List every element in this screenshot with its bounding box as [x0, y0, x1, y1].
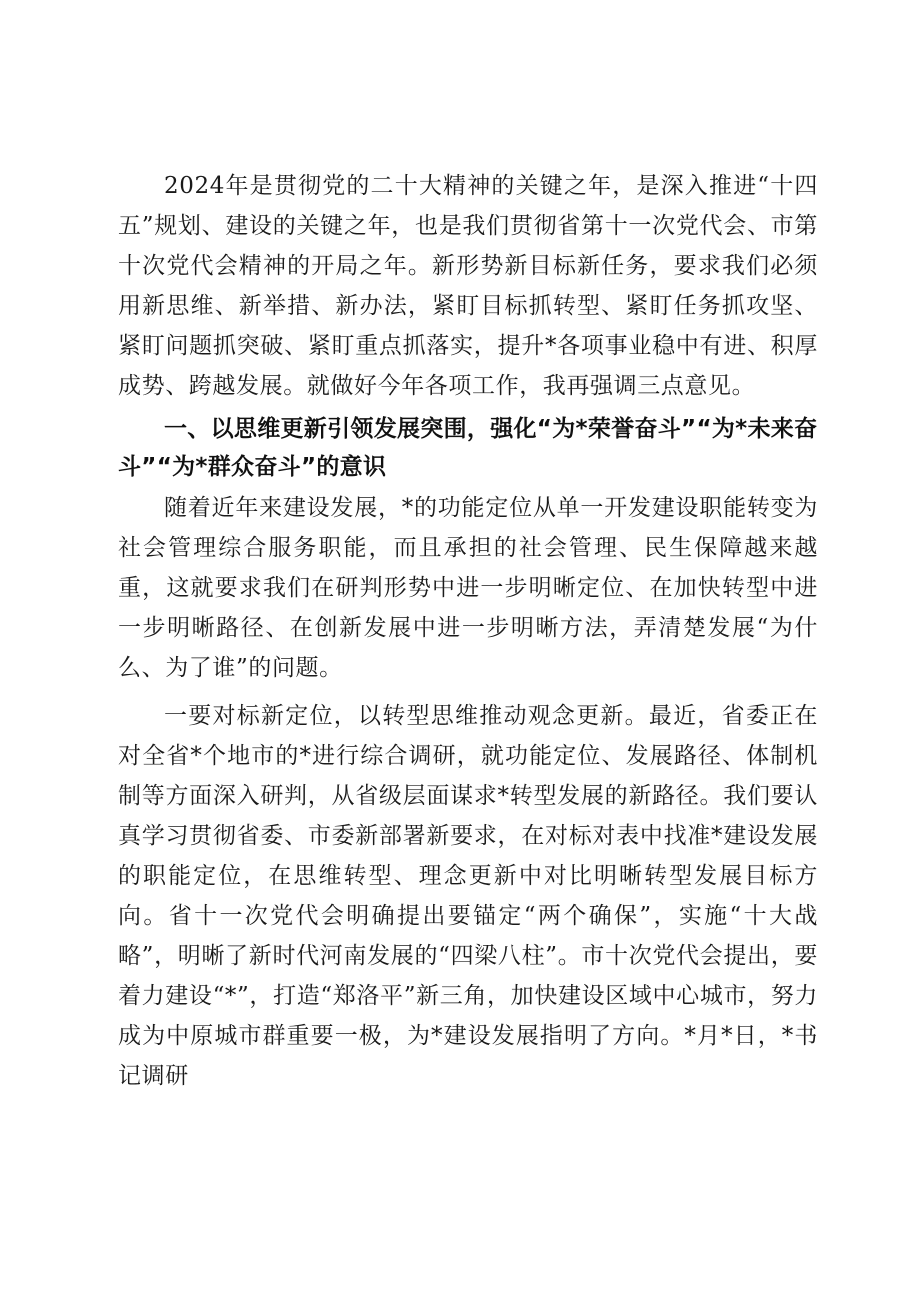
section-one-paragraph: 随着近年来建设发展，*的功能定位从单一开发建设职能转变为社会管理综合服务职能，而且承担的社会管理、民生保障越来越重，这就要求我们在研判形势中进一步明晰定位、在加快转型中进一步明晰路径、在创新发展中进一步明晰方法，弄清楚发展“为什么、为了谁”的问题。	[118, 495, 818, 681]
section-heading-one: 一、以思维更新引领发展突围，强化“为*荣誉奋斗”“为*未来奋斗”“为*群众奋斗”的意识	[118, 416, 818, 480]
intro-paragraph: 2024年是贯彻党的二十大精神的关键之年，是深入推进“十四五”规划、建设的关键之年，也是我们贯彻省第十一次党代会、市第十次党代会精神的开局之年。新形势新目标新任务，要求我们必须用新思维、新举措、新办法，紧盯目标抓转型、紧盯任务抓攻坚、紧盯问题抓突破、紧盯重点抓落实，提升*各项事业稳中有进、积厚成势、跨越发展。就做好今年各项工作，我再强调三点意见。	[118, 173, 818, 399]
paragraph-gap	[118, 688, 818, 696]
point-one-paragraph: 一要对标新定位，以转型思维推动观念更新。最近，省委正在对全省*个地市的*进行综合调研，就功能定位、发展路径、体制机制等方面深入研判，从省级层面谋求*转型发展的新路径。我们要认真学习贯彻省委、市委新部署新要求，在对标对表中找准*建设发展的职能定位，在思维转型、理念更新中对比明晰转型发展目标方向。省十一次党代会明确提出要锚定“两个确保”，实施“十大战略”，明晰了新时代河南发展的“四梁八柱”。市十次党代会提出，要着力建设“*”，打造“郑洛平”新三角，加快建设区域中心城市，努力成为中原城市群重要一极，为*建设发展指明了方向。*月*日，*书记调研	[118, 703, 818, 1089]
document-body	[118, 166, 818, 1096]
